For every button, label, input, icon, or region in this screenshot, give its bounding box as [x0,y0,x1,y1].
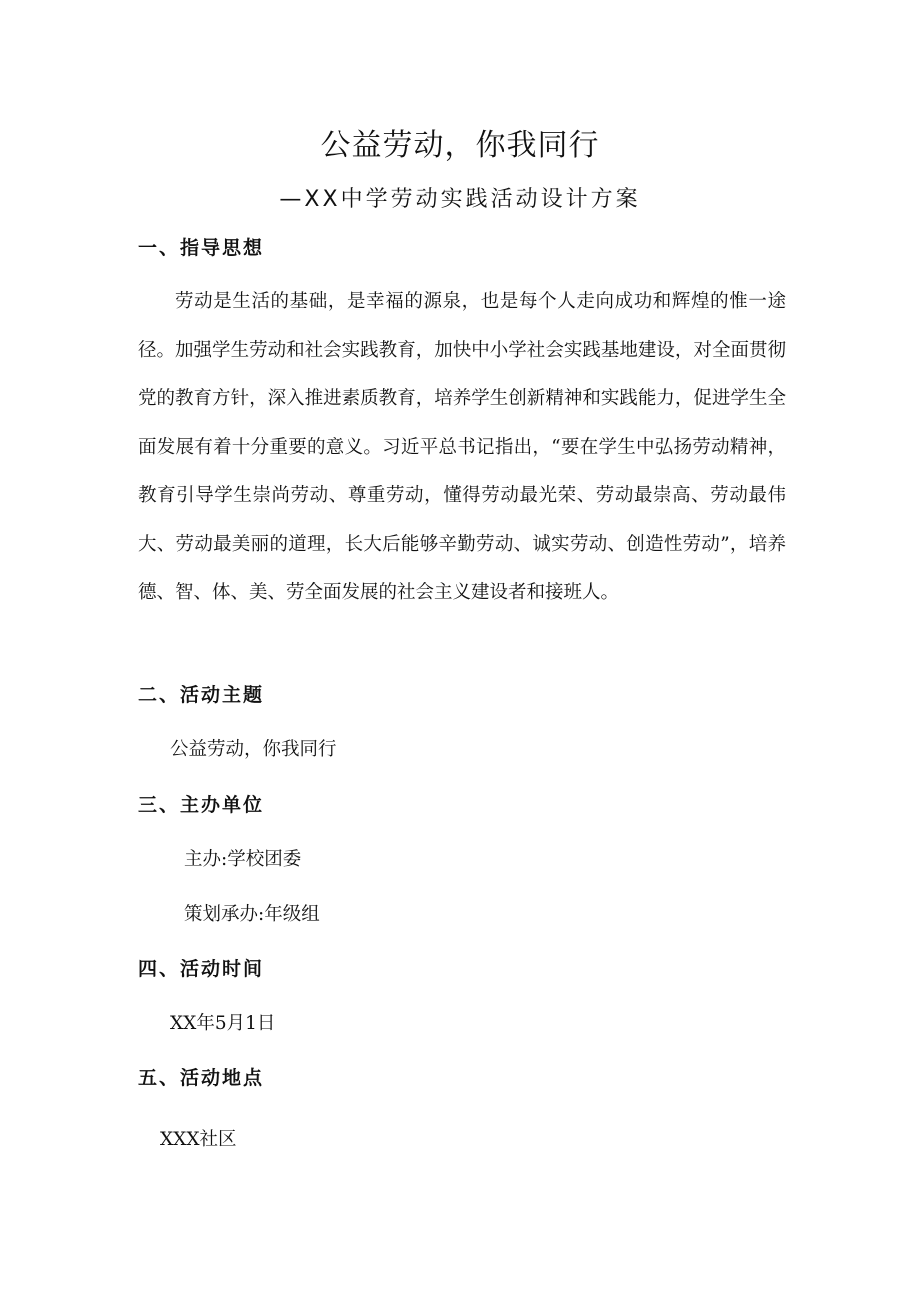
section-paragraph-guiding-idea: 劳动是生活的基础，是幸福的源泉，也是每个人走向成功和辉煌的惟一途径。加强学生劳动和社会实践教育，加快中小学社会实践基地建设，对全面贯彻党的教育方针，深入推进素质教育，培养学生创新精神和实践能力，促进学生全面发展有着十分重要的意义。习近平总书记指出，“要在学生中弘扬劳动精神，教育引导学生崇尚劳动、尊重劳动，懂得劳动最光荣、劳动最崇高、劳动最伟大、劳动最美丽的道理，长大后能够辛勤劳动、诚实劳动、创造性劳动”，培养德、智、体、美、劳全面发展的社会主义建设者和接班人。 [138,291,786,603]
section-heading-organizer: 三、主办单位 [138,794,265,816]
section-heading-activity-theme: 二、活动主题 [138,684,265,706]
section-heading-activity-location: 五、活动地点 [138,1067,265,1089]
document-subtitle: —XX中学劳动实践活动设计方案 [279,187,641,212]
co-organizer-line: 策划承办:年级组 [184,904,320,925]
activity-theme-text: 公益劳动，你我同行 [170,739,337,760]
activity-location-text: XXX社区 [160,1129,237,1150]
organizer-line: 主办:学校团委 [184,849,302,870]
activity-time-text: XX年5月1日 [170,1013,276,1034]
document-title: 公益劳动，你我同行 [320,128,600,163]
section-heading-activity-time: 四、活动时间 [138,958,265,980]
section-heading-guiding-idea: 一、指导思想 [138,237,265,259]
